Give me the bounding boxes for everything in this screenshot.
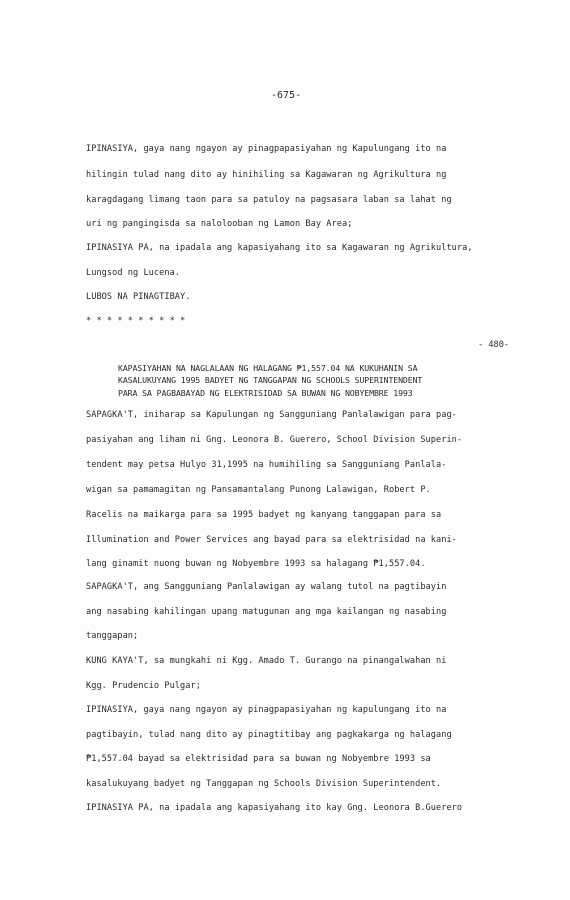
separator-asterisks: * * * * * * * * * *	[86, 316, 186, 326]
body-line: tendent may petsa Hulyo 31,1995 na humihiling sa Sangguniang Panlala-	[86, 460, 447, 470]
body-line: Kgg. Prudencio Pulgar;	[86, 681, 201, 691]
body-line: Racelis na maikarga para sa 1995 badyet ng kanyang tanggapan para sa	[86, 510, 442, 520]
body-line: Illumination and Power Services ang bayad para sa elektrisidad na kani-	[86, 535, 457, 545]
text-line: uri ng pangingisda sa nalolooban ng Lamon Bay Area;	[86, 219, 353, 229]
text-line: hilingin tulad nang dito ay hinihiling sa Kagawaran ng Agrikultura ng	[86, 170, 447, 180]
text-line: IPINASIYA, gaya nang ngayon ay pinagpapasiyahan ng Kapulungang ito na	[86, 144, 447, 154]
closing-statement: LUBOS NA PINAGTIBAY.	[86, 292, 191, 302]
text-line: karagdagang limang taon para sa patuloy na pagsasara laban sa lahat ng	[86, 195, 452, 205]
body-line: ₱1,557.04 bayad sa elektrisidad para sa buwan ng Nobyembre 1993 sa	[86, 754, 431, 764]
body-line: wigan sa pamamagitan ng Pansamantalang Punong Lalawigan, Robert P.	[86, 485, 431, 495]
body-line: kasalukuyang badyet ng Tanggapan ng Schools Division Superintendent.	[86, 779, 442, 789]
resolution-title-line: PARA SA PAGBABAYAD NG ELEKTRISIDAD SA BUWAN NG NOBYEMBRE 1993	[118, 388, 413, 398]
resolution-title-line: KAPASIYAHAN NA NAGLALAAN NG HALAGANG ₱1,557.04 NA KUKUHANIN SA	[118, 363, 418, 373]
text-line: IPINASIYA PA, na ipadala ang kapasiyahang ito sa Kagawaran ng Agrikultura,	[86, 243, 473, 253]
resolution-number: - 480-	[478, 340, 510, 350]
body-line: pasiyahan ang liham ni Gng. Leonora B. Guerero, School Division Superin-	[86, 435, 463, 445]
page-number: -675-	[271, 90, 302, 101]
body-line: IPINASIYA PA, na ipadala ang kapasiyahang ito kay Gng. Leonora B.Guerero	[86, 803, 463, 813]
body-line: IPINASIYA, gaya nang ngayon ay pinagpapasiyahan ng kapulungang ito na	[86, 705, 447, 715]
body-line: SAPAGKA'T, ang Sangguniang Panlalawigan ay walang tutol na pagtibayin	[86, 582, 447, 592]
body-line: KUNG KAYA'T, sa mungkahi ni Kgg. Amado T. Gurango na pinangalwahan ni	[86, 656, 447, 666]
resolution-title-line: KASALUKUYANG 1995 BADYET NG TANGGAPAN NG SCHOOLS SUPERINTENDENT	[118, 375, 423, 385]
body-line: lang ginamit nuong buwan ng Nobyembre 1993 sa halagang ₱1,557.04.	[86, 559, 426, 569]
body-line: SAPAGKA'T, iniharap sa Kapulungan ng Sangguniang Panlalawigan para pag-	[86, 410, 457, 420]
text-line: Lungsod ng Lucena.	[86, 268, 181, 278]
body-line: pagtibayin, tulad nang dito ay pinagtitibay ang pagkakarga ng halagang	[86, 730, 452, 740]
body-line: ang nasabing kahilingan upang matugunan ang mga kailangan ng nasabing	[86, 607, 447, 617]
body-line: tanggapan;	[86, 631, 139, 641]
